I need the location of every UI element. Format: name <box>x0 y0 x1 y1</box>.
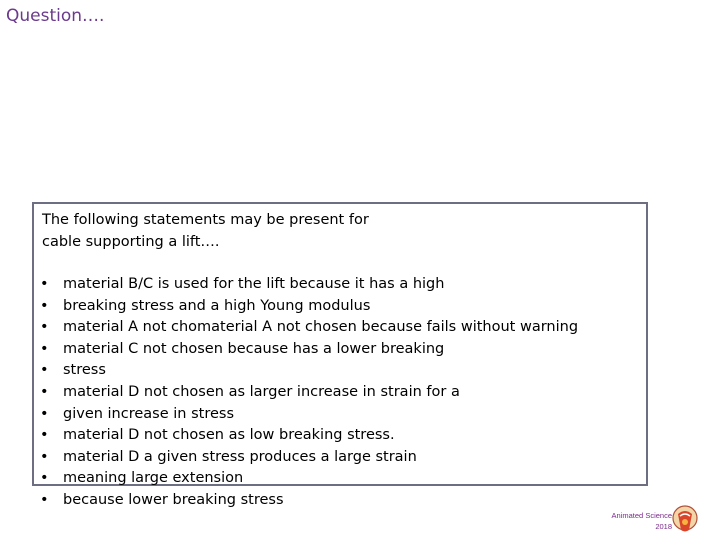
slide-title: Question…. <box>6 6 105 26</box>
intro-line: The following statements may be present for <box>42 212 369 228</box>
brand-logo <box>600 504 700 536</box>
list-item: • material C not chosen because has a lower breaking <box>40 339 578 361</box>
list-item: • given increase in stress <box>40 404 578 426</box>
list-item: • breaking stress and a high Young modulus <box>40 296 578 318</box>
list-item: • material A not chomaterial A not chosen because fails without warning <box>40 317 578 339</box>
list-item: • material B/C is used for the lift because it has a high <box>40 274 578 296</box>
intro-line: cable supporting a lift…. <box>42 234 220 250</box>
statement-list <box>40 274 578 512</box>
flask-logo-icon <box>670 504 700 536</box>
list-item: • meaning large extension <box>40 468 578 490</box>
list-item: • material D a given stress produces a large strain <box>40 447 578 469</box>
brand-year: 2018 <box>655 522 672 531</box>
list-item: • stress <box>40 360 578 382</box>
statements-box <box>32 202 648 508</box>
list-item: • because lower breaking stress <box>40 490 578 512</box>
intro-text <box>42 209 369 253</box>
list-item: • material D not chosen as low breaking stress. <box>40 425 578 447</box>
list-item: • material D not chosen as larger increase in strain for a <box>40 382 578 404</box>
brand-name: Animated Science <box>611 511 672 520</box>
brand-text <box>612 510 672 532</box>
